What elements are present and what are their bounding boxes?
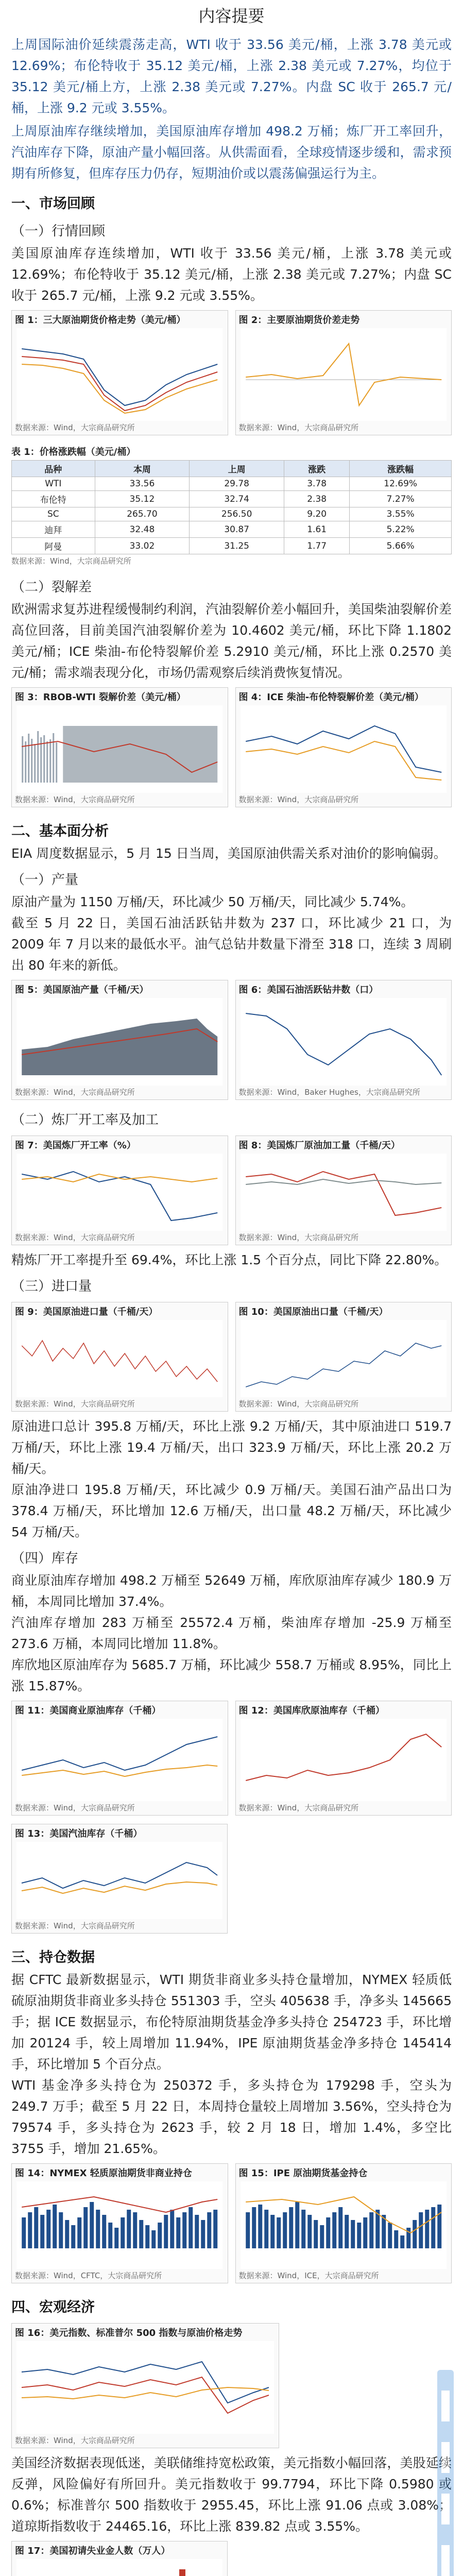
figure-16 bbox=[11, 2323, 279, 2448]
figure-17 bbox=[11, 2541, 228, 2576]
figure-8-chart bbox=[236, 1154, 452, 1231]
figure-11-source: 数据来源：Wind，大宗商品研究所 bbox=[15, 1803, 135, 1812]
section-fundamentals-heading: 二、基本面分析 bbox=[11, 823, 109, 839]
table-cell: 3.55% bbox=[350, 507, 452, 521]
inventory-paragraph-3: 库欣地区原油库存为 5685.7 万桶，环比减少 558.7 万桶或 8.95%，同比上涨 15.87%。 bbox=[11, 1657, 452, 1693]
production-paragraph-2: 截至 5 月 22 日，美国石油活跃钻井数为 237 口，环比减少 21 口，为 2009 年 7 月以来的最低水平。油气总钻井数量下滑至 318 口，连续 3 周刷出 80 年来的新低。 bbox=[11, 916, 452, 973]
figure-6 bbox=[235, 980, 452, 1100]
table-cell: 迪拜 bbox=[12, 521, 95, 538]
table-cell: 3.78 bbox=[284, 477, 350, 491]
doc-title: 内容提要 bbox=[198, 6, 265, 26]
figure-14 bbox=[11, 2163, 228, 2283]
figure-3-chart bbox=[12, 705, 228, 793]
price-review-paragraph: 美国原油库存连续增加，WTI 收于 33.56 美元/桶，上涨 3.78 美元或 12.69%；布伦特收于 35.12 美元/桶，上涨 2.38 美元或 7.27%；内盘 SC 收于 265.7 元/桶，上涨 9.2 元或 3.55%。 bbox=[11, 246, 452, 303]
figure-13-chart bbox=[12, 1842, 227, 1919]
positions-paragraph-2: WTI 基金净多头持仓为 250372 手，多头持仓为 179298 手，空头为 249.7 万手；截至 5 月 22 日，本周持仓量较上周增加 3.56%，空头持仓为 79574 手，多头持仓为 2623 手，较 2 月 18 日，增加 1.4%，多空比 3755 手，增加 21.65%。 bbox=[11, 2078, 452, 2156]
summary-paragraph-2: 上周原油库存继续增加，美国原油库存增加 498.2 万桶；炼厂开工率回升，汽油库存下降，原油产量小幅回落。从供需面看，全球疫情逐步缓和，需求预期有所修复，但库存压力仍存，短期油价或以震荡偏强运行为主。 bbox=[11, 124, 452, 181]
imports-paragraph-2: 原油净进口 195.8 万桶/天，环比减少 0.9 万桶/天。美国石油产品出口为 378.4 万桶/天，环比增加 12.6 万桶/天，出口量 48.2 万桶/天，环比减少 54 万桶/天。 bbox=[11, 1482, 452, 1539]
figure-9 bbox=[11, 1302, 228, 1412]
figure-3 bbox=[11, 687, 228, 807]
fundamentals-intro: EIA 周度数据显示，5 月 15 日当周，美国原油供需关系对油价的影响偏弱。 bbox=[11, 846, 447, 861]
figure-2 bbox=[235, 310, 452, 435]
figure-17-chart bbox=[12, 2559, 227, 2576]
price-table bbox=[11, 460, 452, 554]
figure-11-chart bbox=[12, 1719, 228, 1801]
table-cell: 265.70 bbox=[95, 507, 190, 521]
section-market-review-heading: 一、市场回顾 bbox=[11, 196, 95, 212]
table-cell: 5.66% bbox=[350, 538, 452, 554]
figure-15 bbox=[235, 2163, 452, 2283]
positions-paragraph-1: 据 CFTC 最新数据显示，WTI 期货非商业多头持仓量增加，NYMEX 轻质低硫原油期货非商业多头持仓 551303 手，空头 405638 手，净多头 145665 手；据 ICE 数据显示，布伦特原油期货基金净多头持仓 254723 手，环比增加 20124 手，较上周增加 11.94%，IPE 原油期货基金净多持仓 145414 手，环比增加 5 个百分点。 bbox=[11, 1972, 452, 2072]
figure-1-chart bbox=[12, 328, 228, 421]
figure-4 bbox=[235, 687, 452, 807]
figure-8 bbox=[235, 1136, 452, 1245]
production-paragraph-1: 原油产量为 1150 万桶/天，环比减少 50 万桶/天，同比减少 5.74%。 bbox=[11, 894, 414, 909]
section-macro-heading: 四、宏观经济 bbox=[11, 2299, 95, 2315]
figure-12 bbox=[235, 1701, 452, 1816]
figure-9-chart bbox=[12, 1320, 228, 1397]
table-cell: 2.38 bbox=[284, 491, 350, 507]
table-row bbox=[12, 477, 452, 491]
figure-13 bbox=[11, 1824, 228, 1934]
table-row bbox=[12, 538, 452, 554]
figure-7-chart bbox=[12, 1154, 228, 1231]
figure-4-source: 数据来源：Wind，大宗商品研究所 bbox=[238, 795, 359, 804]
subsection-price-review-heading: （一）行情回顾 bbox=[11, 224, 106, 239]
figure-4-title: 图 4：ICE 柴油-布伦特裂解价差（美元/桶） bbox=[238, 692, 424, 703]
figure-8-title: 图 8：美国炼厂原油加工量（千桶/天） bbox=[238, 1140, 400, 1151]
figure-6-source: 数据来源：Wind，Baker Hughes，大宗商品研究所 bbox=[238, 1088, 420, 1097]
figure-9-source: 数据来源：Wind，大宗商品研究所 bbox=[15, 1399, 135, 1409]
figure-2-title: 图 2：主要原油期货价差走势 bbox=[238, 315, 360, 326]
table-cell: 1.77 bbox=[284, 538, 350, 554]
figure-5 bbox=[11, 980, 228, 1100]
table-cell: 5.22% bbox=[350, 521, 452, 538]
figure-2-chart bbox=[236, 328, 452, 421]
figure-12-source: 数据来源：Wind，大宗商品研究所 bbox=[238, 1803, 359, 1812]
figure-10-title: 图 10：美国原油出口量（千桶/天） bbox=[238, 1307, 388, 1317]
figure-1-title: 图 1：三大原油期货价格走势（美元/桶） bbox=[15, 315, 186, 326]
table-cell: 1.61 bbox=[284, 521, 350, 538]
table-row bbox=[12, 491, 452, 507]
table-header: 品种 bbox=[12, 461, 95, 477]
table-header: 本周 bbox=[95, 461, 190, 477]
figure-7-title: 图 7：美国炼厂开工率（%） bbox=[15, 1140, 136, 1151]
figure-4-chart bbox=[236, 705, 452, 793]
table-cell: 阿曼 bbox=[12, 538, 95, 554]
figure-12-chart bbox=[236, 1719, 452, 1801]
figure-9-title: 图 9：美国原油进口量（千桶/天） bbox=[15, 1307, 158, 1317]
section-positions-heading: 三、持仓数据 bbox=[11, 1950, 95, 1965]
table-cell: 7.27% bbox=[350, 491, 452, 507]
refinery-paragraph: 精炼厂开工率提升至 69.4%，环比上涨 1.5 个百分点，同比下降 22.80%。 bbox=[11, 1252, 448, 1267]
figure-10-source: 数据来源：Wind，大宗商品研究所 bbox=[238, 1399, 359, 1409]
imports-paragraph-1: 原油进口总计 395.8 万桶/天，环比上涨 9.2 万桶/天，其中原油进口 519.7 万桶/天，环比上涨 19.4 万桶/天，出口 323.9 万桶/天，环比上涨 20.2 万桶/天。 bbox=[11, 1419, 452, 1476]
figure-12-title: 图 12：美国库欣原油库存（千桶） bbox=[238, 1705, 385, 1716]
figure-16-chart bbox=[12, 2341, 279, 2434]
subsection-imports-heading: （三）进口量 bbox=[11, 1279, 92, 1294]
figure-7 bbox=[11, 1136, 228, 1245]
figure-15-title: 图 15：IPE 原油期货基金持仓 bbox=[238, 2168, 368, 2179]
table-cell: 35.12 bbox=[95, 491, 190, 507]
figure-7-source: 数据来源：Wind，大宗商品研究所 bbox=[15, 1233, 135, 1242]
crack-spread-paragraph: 欧洲需求复苏进程缓慢制约利润，汽油裂解价差小幅回升，美国柴油裂解价差高位回落，目前美国汽油裂解价差为 10.4602 美元/桶，环比下降 1.1802 美元/桶；ICE 柴油-布伦特裂解价差 5.2910 美元/桶，环比上涨 0.2570 美元/桶；需求端表现分化，市场仍需观察后续消费恢复情况。 bbox=[11, 602, 452, 680]
figure-10-chart bbox=[236, 1320, 452, 1397]
figure-5-source: 数据来源：Wind，大宗商品研究所 bbox=[15, 1088, 135, 1097]
figure-2-source: 数据来源：Wind，大宗商品研究所 bbox=[238, 423, 359, 432]
table-cell: 12.69% bbox=[350, 477, 452, 491]
subsection-refinery-heading: （二）炼厂开工率及加工 bbox=[11, 1112, 159, 1128]
price-table-title: 表 1：价格涨跌幅（美元/桶） bbox=[11, 447, 136, 457]
inventory-paragraph-2: 汽油库存增加 283 万桶至 25572.4 万桶，柴油库存增加 -25.9 万桶至 273.6 万桶，本周同比增加 11.8%。 bbox=[11, 1615, 452, 1651]
figure-8-source: 数据来源：Wind，大宗商品研究所 bbox=[238, 1233, 359, 1242]
table-cell: 32.74 bbox=[190, 491, 284, 507]
figure-10 bbox=[235, 1302, 452, 1412]
subsection-inventory-heading: （四）库存 bbox=[11, 1551, 79, 1566]
figure-6-title: 图 6：美国石油活跃钻井数（口） bbox=[238, 985, 379, 995]
figure-15-source: 数据来源：Wind，ICE，大宗商品研究所 bbox=[238, 2271, 379, 2280]
table-row bbox=[12, 507, 452, 521]
figure-5-title: 图 5：美国原油产量（千桶/天） bbox=[15, 985, 149, 995]
figure-5-chart bbox=[12, 998, 228, 1086]
table-cell: 256.50 bbox=[190, 507, 284, 521]
table-cell: 32.48 bbox=[95, 521, 190, 538]
table-header: 涨跌幅 bbox=[350, 461, 452, 477]
figure-11-title: 图 11：美国商业原油库存（千桶） bbox=[15, 1705, 161, 1716]
summary-paragraph-1: 上周国际油价延续震荡走高，WTI 收于 33.56 美元/桶，上涨 3.78 美元或 12.69%；布伦特收于 35.12 美元/桶，上涨 2.38 美元或 7.27%，均位于 35.12 美元/桶上方，上涨 2.38 美元或 7.27%。内盘 SC 收于 265.7 元/桶，上涨 9.2 元或 3.55%。 bbox=[11, 37, 452, 115]
table-cell: SC bbox=[12, 507, 95, 521]
figure-13-title: 图 13：美国汽油库存（千桶） bbox=[15, 1828, 143, 1839]
table-cell: 29.78 bbox=[190, 477, 284, 491]
table-cell: 布伦特 bbox=[12, 491, 95, 507]
subsection-crack-spread-heading: （二）裂解差 bbox=[11, 580, 92, 595]
table-row bbox=[12, 521, 452, 538]
figure-14-chart bbox=[12, 2181, 228, 2269]
price-table-source: 数据来源：Wind，大宗商品研究所 bbox=[11, 556, 131, 566]
figure-6-chart bbox=[236, 998, 452, 1086]
figure-14-source: 数据来源：Wind，CFTC，大宗商品研究所 bbox=[15, 2271, 162, 2280]
figure-14-title: 图 14：NYMEX 轻质原油期货非商业持仓 bbox=[15, 2168, 192, 2179]
table-cell: WTI bbox=[12, 477, 95, 491]
figure-13-source: 数据来源：Wind，大宗商品研究所 bbox=[15, 1921, 135, 1930]
table-cell: 9.20 bbox=[284, 507, 350, 521]
figure-17-title: 图 17：美国初请失业金人数（万人） bbox=[15, 2546, 170, 2556]
figure-11 bbox=[11, 1701, 228, 1816]
price-table-wrapper bbox=[0, 439, 463, 571]
watermark-logo bbox=[435, 2370, 456, 2576]
figure-16-title: 图 16：美元指数、标准普尔 500 指数与原油价格走势 bbox=[15, 2328, 243, 2338]
subsection-production-heading: （一）产量 bbox=[11, 872, 79, 888]
figure-16-source: 数据来源：Wind，大宗商品研究所 bbox=[15, 2436, 135, 2445]
figure-1 bbox=[11, 310, 228, 435]
table-cell: 30.87 bbox=[190, 521, 284, 538]
table-header: 上周 bbox=[190, 461, 284, 477]
macro-paragraph-1: 美国经济数据表现低迷，美联储维持宽松政策，美元指数小幅回落，美股延续反弹，风险偏好有所回升。美元指数收于 99.7794，环比下降 0.5980 或 0.6%；标准普尔 500 指数收于 2955.45，环比上涨 91.06 点或 3.08%；道琼斯指数收于 24465.16，环比上涨 839.82 点或 3.55%。 bbox=[11, 2455, 452, 2534]
table-cell: 33.02 bbox=[95, 538, 190, 554]
table-cell: 31.25 bbox=[190, 538, 284, 554]
inventory-paragraph-1: 商业原油库存增加 498.2 万桶至 52649 万桶，库欣原油库存减少 180.9 万桶，本周同比增加 37.4%。 bbox=[11, 1573, 452, 1609]
table-header: 涨跌 bbox=[284, 461, 350, 477]
figure-3-source: 数据来源：Wind，大宗商品研究所 bbox=[15, 795, 135, 804]
figure-1-source: 数据来源：Wind，大宗商品研究所 bbox=[15, 423, 135, 432]
figure-3-title: 图 3：RBOB-WTI 裂解价差（美元/桶） bbox=[15, 692, 186, 703]
figure-15-chart bbox=[236, 2181, 452, 2269]
table-cell: 33.56 bbox=[95, 477, 190, 491]
